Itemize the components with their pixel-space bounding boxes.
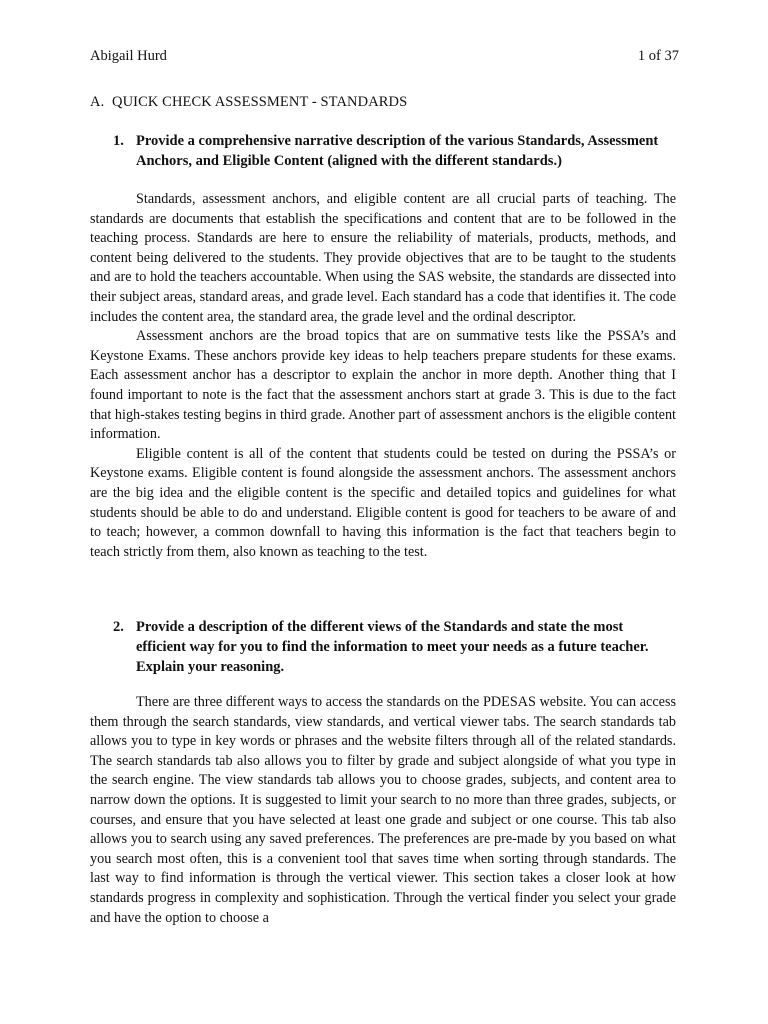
question-text: Provide a description of the different views of the Standards and state the most efficient way for you to find the information to meet your needs as a future teacher. Explain your reasoning. [136, 619, 649, 675]
question-1 [113, 131, 668, 171]
author-name: Abigail Hurd [90, 48, 167, 64]
answer-paragraph: Standards, assessment anchors, and eligible content are all crucial parts of teaching. The standards are documents that establish the specifications and content that are to be followed in the teaching process. Standards are here to ensure the reliability of materials, products, methods, and content being delivered to the students. They provide objectives that are to be taught to the students and are to hold the teachers accountable. When using the SAS website, the standards are dissected into their subject areas, standard areas, and grade level. Each standard has a code that identifies it. The code includes the content area, the standard area, the grade level and the ordinal descriptor. [90, 191, 676, 325]
question-2 [113, 617, 668, 677]
question-number: 2. [113, 619, 124, 635]
answer-1 [90, 190, 676, 562]
page-number: 1 of 37 [637, 48, 679, 64]
question-text: Provide a comprehensive narrative description of the various Standards, Assessment Anchors, and Eligible Content (aligned with the different standards.) [136, 133, 659, 169]
answer-paragraph: There are three different ways to access the standards on the PDESAS website. You can access them through the search standards, view standards, and vertical viewer tabs. The search standards tab allows you to type in key words or phrases and the website filters through all of the related standards. The search standards tab also allows you to filter by grade and subject alongside of what you type in the search engine. The view standards tab allows you to choose grades, subjects, and content area to narrow down the options. It is suggested to limit your search to no more than three grades, subjects, or courses, and ensure that you have selected at least one grade and subject or one course. This tab also allows you to search using any saved preferences. The preferences are pre-made by you based on what you search most often, this is a convenient tool that saves time when sorting through standards. The last way to find information is through the vertical viewer. This section takes a closer look at how standards progress in complexity and sophistication. Through the vertical finder you select your grade and have the option to choose a [90, 694, 676, 926]
answer-paragraph: Eligible content is all of the content that students could be tested on during the PSSA’s or Keystone exams. Eligible content is found alongside the assessment anchors. The assessment anchors are the big idea and the eligible content is the specific and detailed topics and guidelines for what students should be able to do and understand. Eligible content is good for teachers to be aware of and to teach; however, a common downfall to having this information is the fact that teachers begin to teach strictly from them, also known as teaching to the test. [90, 445, 676, 560]
answer-2 [90, 693, 676, 928]
section-heading [90, 94, 407, 111]
answer-paragraph: Assessment anchors are the broad topics that are on summative tests like the PSSA’s and Keystone Exams. These anchors provide key ideas to help teachers prepare students for these exams. Each assessment anchor has a descriptor to explain the anchor in more depth. Another thing that I found important to note is the fact that the assessment anchors start at grade 3. This is due to the fact that high-stakes testing begins in third grade. Another part of assessment anchors is the eligible content information. [90, 328, 676, 443]
section-title-text: QUICK CHECK ASSESSMENT - STANDARDS [112, 94, 408, 110]
question-number: 1. [113, 133, 124, 149]
section-letter: A. [90, 94, 105, 110]
page-header [90, 48, 679, 65]
